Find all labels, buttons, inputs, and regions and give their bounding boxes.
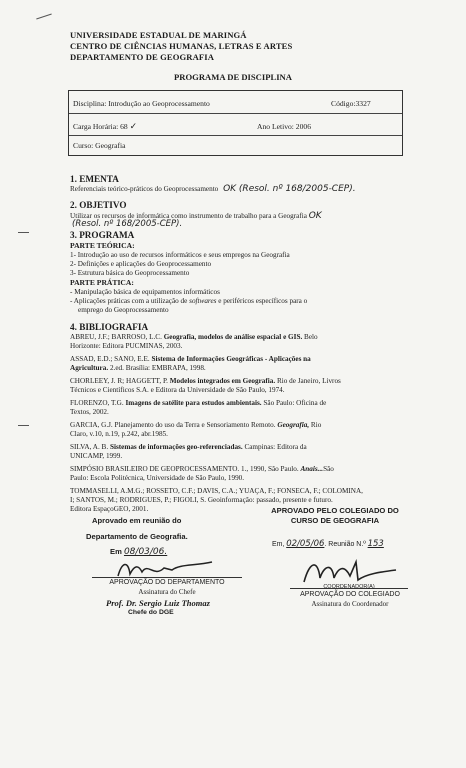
colegiado-reuniao: . Reunião N.º [324, 541, 366, 548]
ref-title: Anais... [300, 465, 324, 473]
reference-line: TOMMASELLI, A.M.G.; ROSSETO, C.F.; DAVIS, C.A.; YUAÇA, F.; FONSECA, F.; COLOMINA, [70, 487, 363, 495]
dept-signature-caption: Assinatura do Chefe [138, 588, 196, 596]
ref-authors: SIMPÓSIO BRASILEIRO DE GEOPROCESSAMENTO. 1., 1990, São Paulo. [70, 465, 301, 473]
dept-signature-line [92, 577, 242, 578]
ref-title: Sistemas de informações geo-referenciadas. [109, 443, 243, 451]
dept-caption: APROVAÇÃO DO DEPARTAMENTO [109, 579, 225, 586]
ementa-body: Referenciais teórico-práticos do Geoprocessamento [70, 185, 219, 193]
section-programa-title: 3. PROGRAMA [70, 230, 135, 240]
ref-title: Geografia, [277, 421, 310, 429]
academic-year: Ano Letivo: 2006 [257, 122, 311, 131]
colegiado-signature-caption: Assinatura do Coordenador [311, 600, 389, 608]
coordinator-role: COORDENADOR(A) [323, 584, 375, 590]
reference-line: Paulo: Escola Politécnica, Universidade de São Paulo, 1990. [70, 474, 245, 482]
reference-line: UNICAMP, 1999. [70, 452, 123, 460]
ref-rest: Campinas: Editora da [242, 443, 307, 451]
section-objetivo-title: 2. OBJETIVO [70, 200, 127, 210]
dept-date: 08/03/06. [123, 547, 168, 557]
pratica-italic: softwares [189, 297, 217, 305]
pratica-item [70, 297, 307, 305]
ref-title: Sistema de Informações Geográficas - Aplicações na [151, 355, 311, 363]
reference-line [70, 377, 341, 385]
teorica-item: 1- Introdução ao uso de recursos informáticos e seus empregos na Geografia [70, 251, 290, 259]
parte-pratica-title: PARTE PRÁTICA: [70, 278, 134, 287]
colegiado-caption: APROVAÇÃO DO COLEGIADO [300, 591, 400, 598]
discipline-code: Código:3327 [331, 99, 371, 108]
pratica-text: - Aplicações práticas com a utilização de [70, 297, 190, 305]
discipline-name: Disciplina: Introdução ao Geoprocessamento [73, 99, 210, 108]
dept-em: Em [110, 547, 122, 556]
ref-rest: Belo [302, 333, 318, 341]
reference-line: Editora EspaçoGEO, 2001. [70, 505, 149, 513]
colegiado-meeting-number: 153 [367, 539, 384, 549]
dept-head-name: Prof. Dr. Sergio Luiz Thomaz [106, 598, 210, 608]
dept-stamp-line1: Aprovado em reunião do [92, 516, 182, 525]
ref-title: Modelos integrados em Geografia. [169, 377, 276, 385]
reference-line: Técnicos e Científicos S.A. e Editora da Universidade de São Paulo, 1974. [70, 386, 285, 394]
dept-stamp-line2: Departamento de Geografia. [86, 532, 188, 541]
course-name: Curso: Geografia [73, 141, 126, 150]
discipline-info-box [68, 90, 403, 156]
checkmark-icon: ✓ [129, 122, 138, 132]
reference-line [70, 355, 311, 363]
colegiado-date-line [272, 539, 384, 549]
reference-line [70, 399, 326, 407]
section-ementa-title: 1. EMENTA [70, 174, 119, 184]
ref-authors: GARCIA, G.J. Planejamento do uso da Terra e Sensoriamento Remoto. [70, 421, 278, 429]
colegiado-em: Em, [272, 541, 285, 548]
reference-line: Textos, 2002. [70, 408, 109, 416]
margin-mark [18, 425, 29, 426]
box-divider [69, 113, 402, 114]
colegiado-date: 02/05/06 [286, 539, 325, 549]
reference-line [70, 465, 334, 473]
dept-head-role: Chefe do DGE [128, 609, 174, 616]
teorica-item: 3- Estrutura básica do Geoprocessamento [70, 269, 190, 277]
department-name: DEPARTAMENTO DE GEOGRAFIA [70, 52, 215, 62]
colegiado-stamp-line1: APROVADO PELO COLEGIADO DO [271, 506, 399, 515]
document-title: PROGRAMA DE DISCIPLINA [174, 72, 292, 82]
reference-line [70, 443, 307, 451]
ref-authors: FLORENZO, T.G. [70, 399, 126, 407]
university-name: UNIVERSIDADE ESTADUAL DE MARINGÁ [70, 30, 247, 40]
ref-rest: Rio [309, 421, 322, 429]
pratica-text: e periféricos específicos para o [216, 297, 308, 305]
ref-authors: CHORLEEY, J. R; HAGGETT, P. [70, 377, 170, 385]
objetivo-handwritten-note: (Resol. nº 168/2005-CEP). [72, 219, 183, 229]
pratica-item: - Manipulação básica de equipamentos informáticos [70, 288, 220, 296]
center-name: CENTRO DE CIÊNCIAS HUMANAS, LETRAS E ARTES [70, 41, 293, 51]
ref-authors: ASSAD, E.D.; SANO, E.E. [70, 355, 152, 363]
objetivo-handwritten-ok: OK [308, 211, 322, 221]
ref-rest: São [323, 465, 334, 473]
ementa-text [70, 184, 356, 194]
ref-rest: Rio de Janeiro, Livros [275, 377, 341, 385]
section-bibliografia-title: 4. BIBLIOGRAFIA [70, 322, 149, 332]
ref-title: Geografia, modelos de análise espacial e GIS. [163, 333, 303, 341]
ementa-handwritten-note: OK (Resol. nº 168/2005-CEP). [223, 184, 356, 194]
corner-mark [36, 14, 52, 20]
objetivo-text: Utilizar os recursos de informática como instrumento de trabalho para a Geografia [70, 212, 307, 220]
reference-line [70, 421, 321, 429]
ref-authors: SILVA, A. B. [70, 443, 110, 451]
reference-line [70, 333, 318, 341]
ref-rest: São Paulo: Oficina de [261, 399, 327, 407]
ref-title: Agricultura. [70, 364, 109, 372]
reference-line: Horizonte: Editora PUCMINAS, 2003. [70, 342, 183, 350]
pratica-item-cont: emprego do Geoprocessamento [78, 306, 169, 314]
reference-line [70, 364, 206, 372]
dept-date-line [110, 547, 167, 557]
ref-authors: ABREU, J.F.; BARROSO, L.C. [70, 333, 164, 341]
workload-text: Carga Horária: 68 [73, 122, 128, 131]
parte-teorica-title: PARTE TEÓRICA: [70, 241, 135, 250]
ref-rest: 2.ed. Brasília: EMBRAPA, 1998. [108, 364, 206, 372]
ref-title: Imagens de satélite para estudos ambientais. [125, 399, 262, 407]
reference-line: Claro, v.10, n.19, p.242, abr.1985. [70, 430, 168, 438]
colegiado-stamp-line2: CURSO DE GEOGRAFIA [290, 516, 380, 525]
margin-mark [18, 232, 29, 233]
reference-line: I; SANTOS, M.; RODRIGUES, P.; FIGOLI, S. Geoinformação: passado, presente e futuro. [70, 496, 333, 504]
workload [73, 122, 137, 132]
teorica-item: 2- Definições e aplicações do Geoprocessamento [70, 260, 212, 268]
box-divider [69, 135, 402, 136]
